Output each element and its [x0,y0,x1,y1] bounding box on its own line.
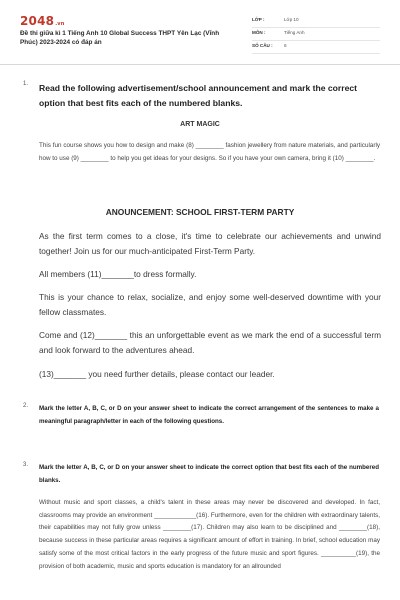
meta-key: LỚP : [252,17,265,22]
announcement-paragraph: (13)_______ you need further details, please contact our leader. [39,369,275,379]
advert-body: This fun course shows you how to design and make (8) ________ fashion jewellery from nature materials, and particularly how to use (9) ________ to help you get ideas for your designs. So if you have your own camera, bring it (10) ________. [39,142,380,162]
header-divider [0,64,400,65]
announcement-paragraph: Come and (12)_______ this an unforgettable event as we mark the end of a successful term and look forward to the adventures ahead. [39,330,381,355]
question-number: 1. [23,81,29,87]
question-instruction: Read the following advertisement/school announcement and mark the correct option that best fits each of the numbered blanks. [39,83,358,108]
announcement-title: ANOUNCEMENT: SCHOOL FIRST-TERM PARTY [105,207,295,217]
site-logo[interactable] [20,14,65,28]
logo-suffix: .vn [55,21,65,27]
meta-row-question-count [252,41,380,54]
question-instruction: Mark the letter A, B, C, or D on your answer sheet to indicate the correct arrangement of the sentences to make a meaningful paragraph/letter in each of the following questions. [39,405,379,425]
meta-row-subject [252,28,380,41]
logo-text: 2048 [20,14,55,28]
question-passage: Without music and sport classes, a child's talent in these areas may never be discovered and developed. In fact, classrooms may provide an environment ____________(16). Furthermore, even for the children with extraordinary talents, their capabilities may not fully grow unless ________(17). Children may also learn to be disciplined and ________(18), because success in these particular areas requires a significant amount of effort in training. In brief, school education may satisfy some of the most critical factors in the early progress of the future music and sport figures. __________(19), the provision of both academic, music and sports education is mandatory for an allrounded [39,499,380,570]
question-number: 3. [23,462,29,468]
advert-title: ART MAGIC [180,121,220,128]
question-instruction: Mark the letter A, B, C, or D on your answer sheet to indicate the correct option that best fits each of the numbered blanks. [39,464,379,484]
meta-key: SỐ CÂU : [252,43,273,48]
meta-value: Tiếng Anh [284,30,305,35]
page-header [0,0,400,62]
meta-value: 6 [284,43,287,48]
announcement-paragraph: This is your chance to relax, socialize, and enjoy some well-deserved downtime with your fellow classmates. [39,292,381,317]
meta-key: MÔN : [252,30,266,35]
meta-row-class [252,15,380,28]
announcement-paragraph: As the first term comes to a close, it's time to celebrate our achievements and unwind together! Join us for our much-anticipated First-Term Party. [39,231,381,256]
announcement-paragraph: All members (11)_______to dress formally. [39,269,197,279]
document-title: Đề thi giữa kì 1 Tiếng Anh 10 Global Success THPT Yên Lạc (Vĩnh Phúc) 2023-2024 có đáp án [20,30,220,46]
question-number: 2. [23,403,29,409]
document-meta [252,15,380,54]
meta-value: Lớp 10 [284,17,299,22]
